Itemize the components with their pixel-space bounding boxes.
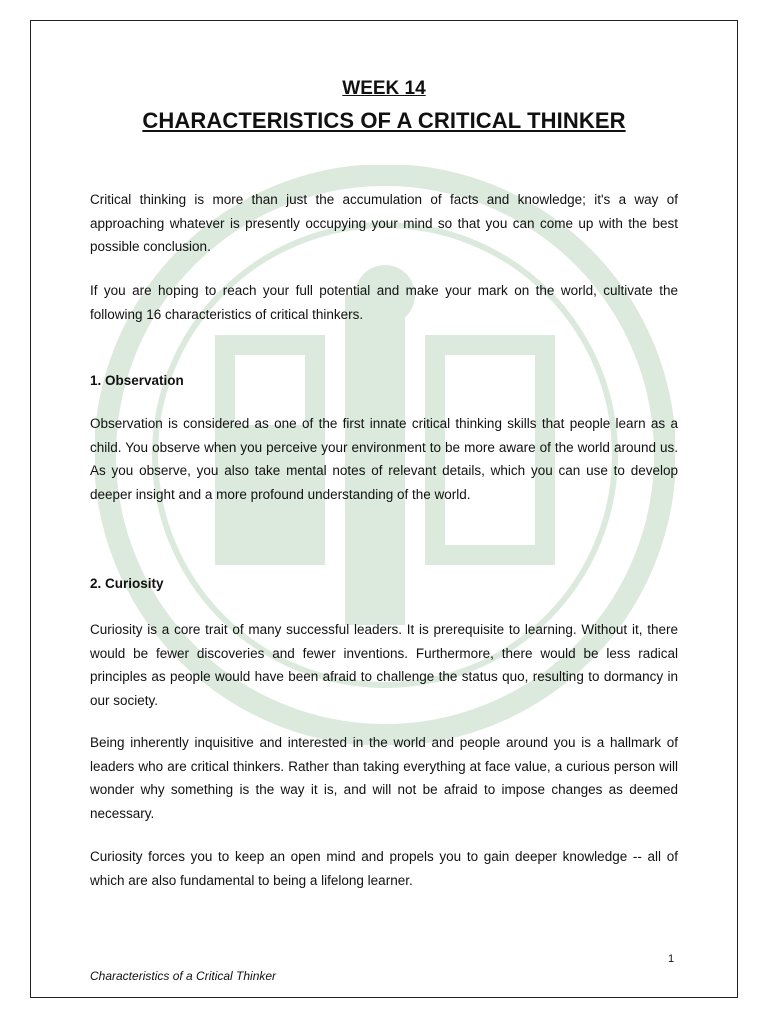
curiosity-paragraph-1: Curiosity is a core trait of many successful leaders. It is prerequisite to learning. Without it, there would be fewer discoveries and fewer inventions. Furthermore, there would be less radical principles as people would have been afraid to challenge the status quo, resulting to dormancy in our society.: [90, 622, 678, 708]
section-heading-observation: 1. Observation: [90, 373, 184, 388]
intro-paragraph-2: If you are hoping to reach your full potential and make your mark on the world, cultivate the following 16 characteristics of critical thinkers.: [90, 283, 678, 322]
curiosity-paragraph-2: Being inherently inquisitive and interested in the world and people around you is a hallmark of leaders who are critical thinkers. Rather than taking everything at face value, a curious person will wonder why something is the way it is, and will not be afraid to impose changes as deemed necessary.: [90, 735, 678, 821]
week-label: WEEK 14: [342, 78, 426, 99]
page-title: CHARACTERISTICS OF A CRITICAL THINKER: [142, 108, 626, 133]
page-number: 1: [668, 953, 675, 965]
section-heading-curiosity: 2. Curiosity: [90, 576, 164, 591]
observation-paragraph: Observation is considered as one of the first innate critical thinking skills that people learn as a child. You observe when you perceive your environment to be more aware of the world around us. As you observe, you also take mental notes of relevant details, which you can use to develop deeper insight and a more profound understanding of the world.: [90, 416, 678, 502]
intro-paragraph-1: Critical thinking is more than just the accumulation of facts and knowledge; it's a way of approaching whatever is presently occupying your mind so that you can come up with the best possible conclusion.: [90, 192, 678, 254]
curiosity-paragraph-3: Curiosity forces you to keep an open mind and propels you to gain deeper knowledge -- all of which are also fundamental to being a lifelong learner.: [90, 849, 678, 888]
footer-running-title: Characteristics of a Critical Thinker: [90, 969, 277, 983]
